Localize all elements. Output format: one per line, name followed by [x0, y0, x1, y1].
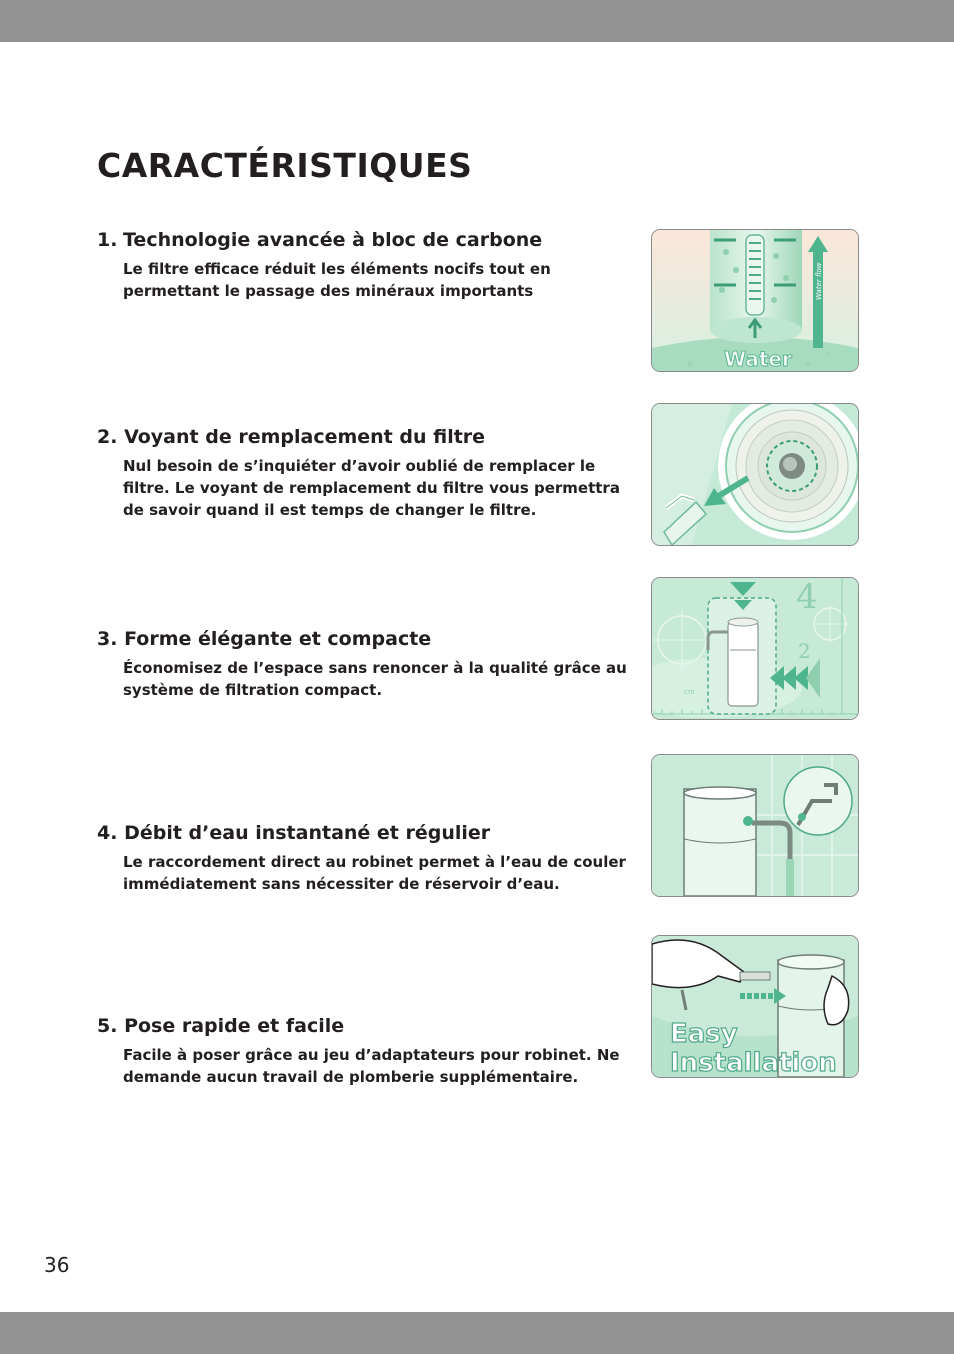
feature-title: 4. Débit d’eau instantané et régulier	[97, 822, 491, 844]
feature-description: Économisez de l’espace sans renoncer à la qualité grâce au système de filtration compact.	[123, 659, 627, 699]
feature-description: Nul besoin de s’inquiéter d’avoir oublié de remplacer le filtre. Le voyant de remplacement du filtre vous permettra de savoir quand il est temps de changer le filtre.	[123, 457, 620, 519]
filter-indicator-illustration	[651, 403, 859, 546]
installation-label: Installation	[670, 1048, 837, 1077]
feature-description: Facile à poser grâce au jeu d’adaptateurs pour robinet. Ne demande aucun travail de plomberie supplémentaire.	[123, 1046, 620, 1086]
feature-description: Le filtre efficace réduit les éléments nocifs tout en permettant le passage des minéraux importants	[123, 260, 551, 300]
feature-carbon-block	[97, 228, 637, 302]
easy-label: Easy	[670, 1019, 738, 1049]
bottom-bar	[0, 1312, 954, 1354]
feature-instant-flow	[97, 821, 637, 895]
page-number: 36	[44, 1253, 70, 1277]
feature-easy-install	[97, 1014, 637, 1088]
feature-compact-design	[97, 627, 637, 701]
instant-flow-illustration	[651, 754, 859, 897]
top-bar	[0, 0, 954, 42]
easy-install-illustration	[651, 935, 859, 1078]
compact-design-illustration	[651, 577, 859, 720]
feature-filter-indicator	[97, 425, 637, 521]
size-label-4: 4	[796, 578, 818, 617]
size-label-2: 2	[798, 639, 811, 663]
page-title: CARACTÉRISTIQUES	[97, 146, 473, 185]
feature-title: 2. Voyant de remplacement du filtre	[97, 426, 486, 448]
feature-description: Le raccordement direct au robinet permet à l’eau de couler immédiatement sans nécessiter de réservoir d’eau.	[123, 853, 626, 893]
carbon-filter-illustration	[651, 229, 859, 372]
water-label: Water	[724, 347, 792, 371]
unit-label: cm	[684, 688, 695, 696]
feature-title: 1. Technologie avancée à bloc de carbone	[97, 229, 543, 251]
feature-title: 3. Forme élégante et compacte	[97, 628, 432, 650]
feature-title: 5. Pose rapide et facile	[97, 1015, 345, 1037]
water-flow-label: Water flow	[815, 262, 823, 300]
